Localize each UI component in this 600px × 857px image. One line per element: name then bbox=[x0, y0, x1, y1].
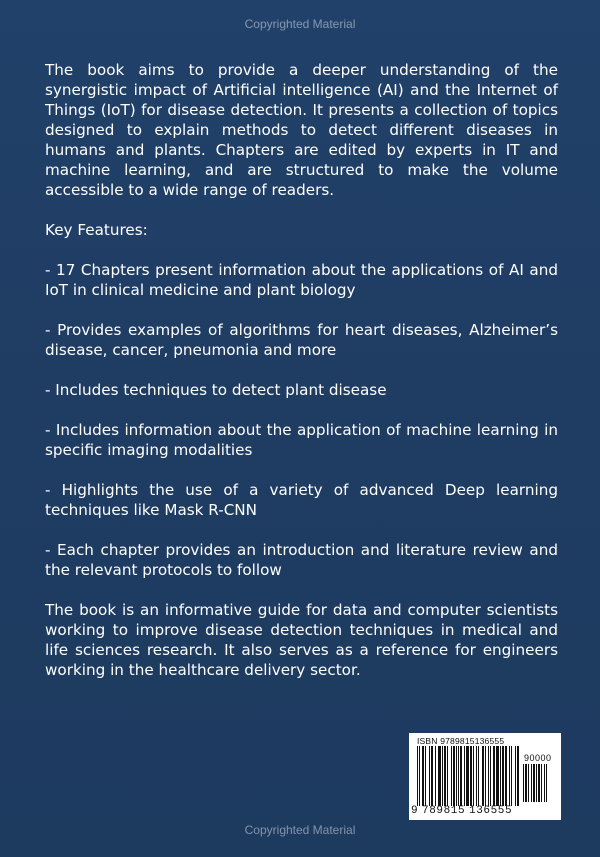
isbn-barcode bbox=[409, 733, 561, 820]
feature-item: - 17 Chapters present information about the applications of AI and IoT in clinical medicine and plant biology bbox=[45, 261, 558, 299]
watermark-bottom: Copyrighted Material bbox=[244, 823, 356, 837]
description-block bbox=[45, 60, 558, 680]
isbn-digit-first: 9 bbox=[411, 805, 419, 817]
isbn-digit-group-2: 136555 bbox=[469, 805, 513, 817]
barcode-bars bbox=[417, 746, 521, 806]
watermark-top: Copyrighted Material bbox=[244, 17, 356, 31]
feature-item: - Includes information about the application of machine learning in specific imaging modalities bbox=[45, 421, 558, 459]
addon-barcode-bars bbox=[523, 764, 555, 802]
price-code: 90000 bbox=[524, 753, 552, 763]
key-features-heading: Key Features: bbox=[45, 221, 148, 239]
feature-item: - Provides examples of algorithms for heart diseases, Alzheimer’s disease, cancer, pneumonia and more bbox=[45, 321, 558, 359]
isbn-digit-group-1: 789815 bbox=[422, 805, 466, 817]
feature-item: - Includes techniques to detect plant disease bbox=[45, 381, 387, 399]
isbn-label: ISBN 9789815136555 bbox=[417, 736, 505, 746]
intro-paragraph: The book aims to provide a deeper understanding of the synergistic impact of Artificial intelligence (AI) and the Internet of Things (IoT) for disease detection. It presents a collection of topics designed to explain methods to detect different diseases in humans and plants. Chapters are edited by experts in IT and machine learning, and are structured to make the volume accessible to a wide range of readers. bbox=[45, 61, 558, 199]
feature-item: - Each chapter provides an introduction and literature review and the relevant protocols to follow bbox=[45, 541, 558, 579]
feature-item: - Highlights the use of a variety of advanced Deep learning techniques like Mask R-CNN bbox=[45, 481, 558, 519]
closing-paragraph: The book is an informative guide for data and computer scientists working to improve disease detection techniques in medical and life sciences research. It also serves as a reference for engineers working in the healthcare delivery sector. bbox=[45, 601, 558, 679]
